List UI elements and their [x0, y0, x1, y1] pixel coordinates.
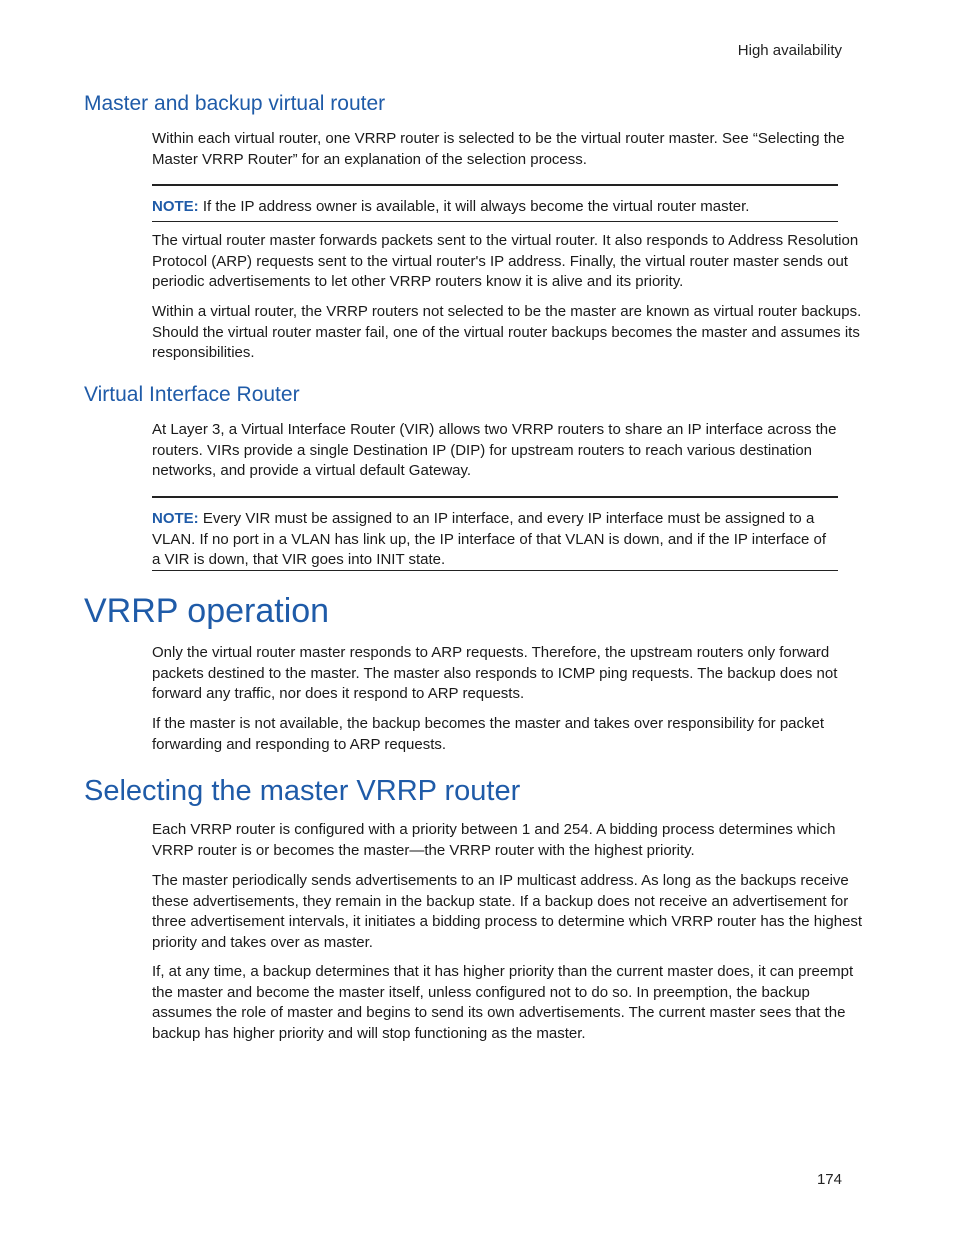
running-header: High availability	[737, 42, 842, 59]
paragraph: Within a virtual router, the VRRP routers not selected to be the master are known as virtual router backups. Should the virtual router master fail, one of the virtual router backups becomes the master and assumes its responsibilities.	[152, 303, 862, 361]
paragraph: The master periodically sends advertisements to an IP multicast address. As long as the backups receive these advertisements, they remain in the backup state. If a backup does not receive an advertisement for three advertisement intervals, it initiates a bidding process to determine which VRRP router has the highest priority and takes over as master.	[152, 872, 863, 951]
note-body: If the IP address owner is available, it will always become the virtual router master.	[198, 198, 750, 215]
paragraph: If, at any time, a backup determines that it has higher priority than the current master does, it can preempt the master and become the master itself, unless configured not to do so. In preemption, the backup assumes the role of master and begins to send its own advertisements. The current master sees that the backup has higher priority and will stop functioning as the master.	[152, 963, 854, 1042]
section-heading-master-backup: Master and backup virtual router	[84, 92, 386, 115]
note-body: Every VIR must be assigned to an IP interface, and every IP interface must be assigned to a VLAN. If no port in a VLAN has link up, the IP interface of that VLAN is down, and if the IP interface of a VIR is down, that VIR goes into INIT state.	[152, 510, 826, 568]
paragraph: Each VRRP router is configured with a priority between 1 and 254. A bidding process determines which VRRP router is or becomes the master—the VRRP router with the highest priority.	[152, 821, 836, 859]
chapter-heading-vrrp-operation: VRRP operation	[84, 592, 330, 630]
paragraph: If the master is not available, the backup becomes the master and takes over responsibility for packet forwarding and responding to ARP requests.	[152, 715, 825, 753]
note-box	[152, 496, 838, 571]
note-label: NOTE:	[152, 510, 199, 527]
section-heading-vir: Virtual Interface Router	[84, 383, 300, 406]
note-text	[152, 197, 838, 218]
page-number: 174	[816, 1171, 842, 1188]
note-label: NOTE:	[152, 198, 199, 215]
paragraph: Within each virtual router, one VRRP router is selected to be the virtual router master. See “Selecting the Master VRRP Router” for an explanation of the selection process.	[152, 130, 845, 168]
note-text	[152, 509, 838, 571]
chapter-heading-selecting-master: Selecting the master VRRP router	[84, 775, 521, 807]
paragraph: The virtual router master forwards packets sent to the virtual router. It also responds to Address Resolution Protocol (ARP) requests sent to the virtual router's IP address. Finally, the virtual router master sends out periodic advertisements to let other VRRP routers know it is alive and its priority.	[152, 232, 859, 290]
paragraph: Only the virtual router master responds to ARP requests. Therefore, the upstream routers only forward packets destined to the master. The master also responds to ICMP ping requests. The backup does not forward any traffic, nor does it respond to ARP requests.	[152, 644, 838, 702]
note-box	[152, 184, 838, 222]
paragraph: At Layer 3, a Virtual Interface Router (VIR) allows two VRRP routers to share an IP interface across the routers. VIRs provide a single Destination IP (DIP) for upstream routers to reach various destination networks, and provide a virtual default Gateway.	[152, 421, 837, 479]
